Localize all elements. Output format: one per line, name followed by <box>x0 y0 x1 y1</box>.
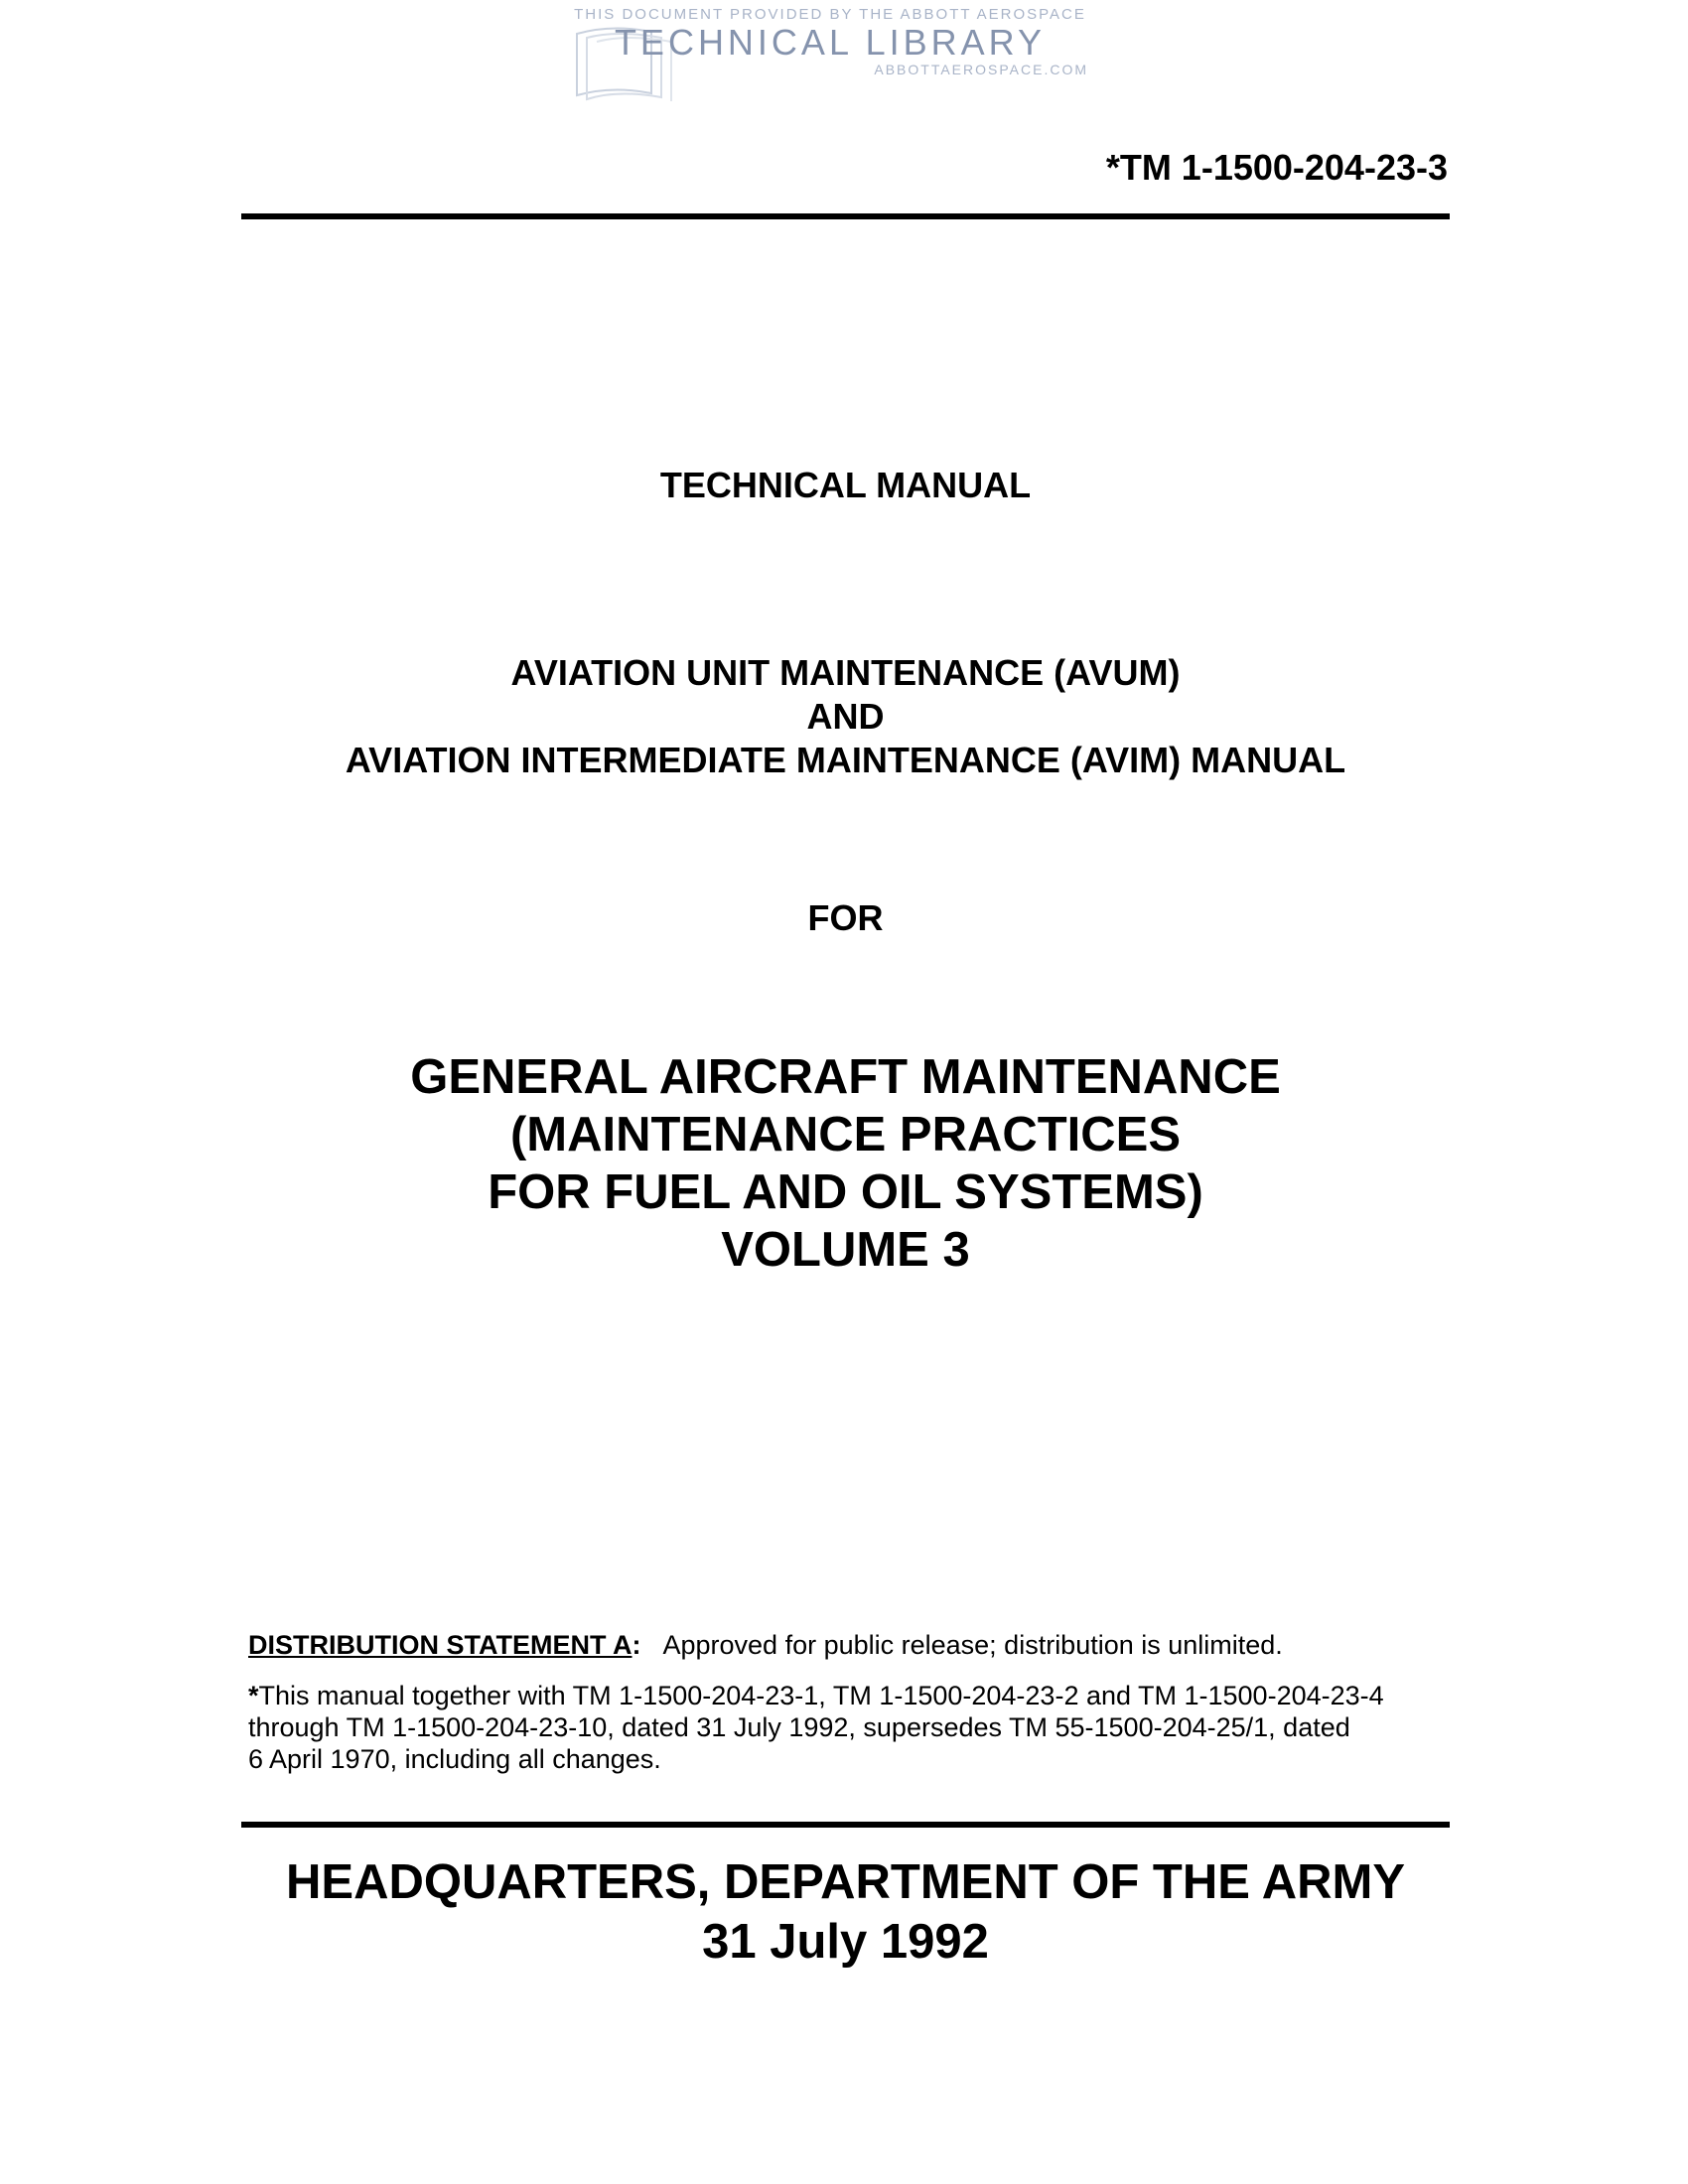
distribution-colon: : <box>632 1630 641 1660</box>
supersede-text: This manual together with TM 1-1500-204-23-1, TM 1-1500-204-23-2 and TM 1-1500-204-23-4 <box>258 1681 1384 1710</box>
supersede-line: 6 April 1970, including all changes. <box>248 1744 661 1774</box>
maintenance-level-block <box>241 651 1450 782</box>
tm-number: *TM 1-1500-204-23-3 <box>1105 147 1448 188</box>
top-divider <box>241 213 1450 219</box>
volume-line: VOLUME 3 <box>721 1223 970 1277</box>
title-line: GENERAL AIRCRAFT MAINTENANCE <box>410 1050 1281 1104</box>
headquarters-line: HEADQUARTERS, DEPARTMENT OF THE ARMY <box>286 1855 1405 1909</box>
avim-line: AVIATION INTERMEDIATE MAINTENANCE (AVIM) MANUAL <box>345 740 1346 780</box>
watermark-logo <box>572 4 1088 103</box>
technical-manual-heading: TECHNICAL MANUAL <box>659 465 1032 505</box>
title-line: (MAINTENANCE PRACTICES <box>509 1108 1182 1161</box>
bottom-divider <box>241 1822 1450 1828</box>
asterisk-mark: * <box>248 1681 259 1710</box>
watermark-top-text: THIS DOCUMENT PROVIDED BY THE ABBOTT AEROSPACE <box>574 6 1086 23</box>
manual-title <box>241 1048 1450 1279</box>
supersede-line: through TM 1-1500-204-23-10, dated 31 July 1992, supersedes TM 55-1500-204-25/1, dated <box>248 1712 1350 1742</box>
title-line: FOR FUEL AND OIL SYSTEMS) <box>488 1165 1203 1219</box>
watermark-main-text: TECHNICAL LIBRARY <box>614 22 1047 63</box>
for-line: FOR <box>807 897 884 938</box>
distribution-label: DISTRIBUTION STATEMENT A <box>248 1630 633 1660</box>
and-line: AND <box>806 696 885 737</box>
issuing-authority <box>241 1852 1450 1972</box>
distribution-text: Approved for public release; distribution is unlimited. <box>662 1630 1283 1660</box>
watermark-sub-text: ABBOTTAEROSPACE.COM <box>874 62 1088 77</box>
avum-line: AVIATION UNIT MAINTENANCE (AVUM) <box>510 652 1181 693</box>
supersede-line <box>248 1680 1440 1711</box>
issue-date: 31 July 1992 <box>702 1915 989 1969</box>
distribution-statement <box>248 1630 1440 1661</box>
supersession-notice <box>248 1680 1440 1775</box>
